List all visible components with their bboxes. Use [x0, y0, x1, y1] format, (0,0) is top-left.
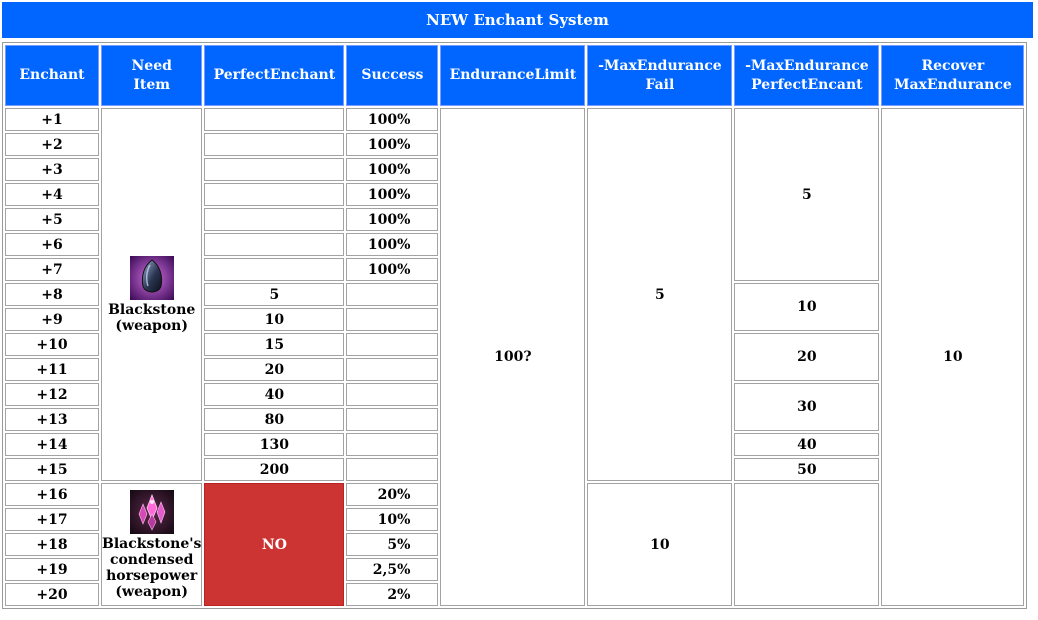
perfect-enchant-value: 130 [204, 433, 344, 456]
header-need-item [101, 45, 202, 106]
maxend-perfect-value: 20 [734, 333, 879, 381]
need-item-blackstone [101, 108, 202, 481]
success-rate [346, 283, 438, 306]
perfect-enchant-value [204, 108, 344, 131]
enchant-level: +13 [5, 408, 99, 431]
success-rate [346, 383, 438, 406]
perfect-enchant-value [204, 133, 344, 156]
success-rate: 100% [346, 208, 438, 231]
enchant-level: +14 [5, 433, 99, 456]
table-row [5, 108, 1024, 131]
header-maxend-fail-line2: Fail [645, 76, 675, 93]
enchant-level: +9 [5, 308, 99, 331]
header-maxend-perfect [734, 45, 879, 106]
success-rate: 10% [346, 508, 438, 531]
maxend-perfect-value [734, 483, 879, 606]
success-rate: 5% [346, 533, 438, 556]
enchant-level: +7 [5, 258, 99, 281]
enchant-level: +4 [5, 183, 99, 206]
maxend-fail-value: 5 [587, 108, 732, 481]
blackstone-gem-icon [130, 256, 174, 300]
header-recover-line1: Recover [921, 57, 985, 74]
success-rate: 20% [346, 483, 438, 506]
header-recover [881, 45, 1024, 106]
perfect-enchant-value: 15 [204, 333, 344, 356]
enchant-level: +5 [5, 208, 99, 231]
header-row [5, 45, 1024, 106]
maxend-fail-value: 10 [587, 483, 732, 606]
enchant-level: +6 [5, 233, 99, 256]
enchant-table [2, 42, 1027, 609]
enchant-level: +11 [5, 358, 99, 381]
enchant-level: +18 [5, 533, 99, 556]
success-rate: 100% [346, 108, 438, 131]
success-rate: 100% [346, 158, 438, 181]
success-rate [346, 408, 438, 431]
success-rate: 100% [346, 258, 438, 281]
perfect-enchant-value: 20 [204, 358, 344, 381]
enchant-level: +2 [5, 133, 99, 156]
success-rate: 100% [346, 133, 438, 156]
success-rate: 2,5% [346, 558, 438, 581]
header-maxend-perfect-line1: -MaxEndurance [745, 57, 869, 74]
endurance-limit-value: 100? [440, 108, 585, 606]
maxend-perfect-value: 50 [734, 458, 879, 481]
success-rate [346, 333, 438, 356]
maxend-perfect-value: 40 [734, 433, 879, 456]
header-recover-line2: MaxEndurance [893, 76, 1012, 93]
perfect-enchant-value [204, 233, 344, 256]
need-item-condensed [101, 483, 202, 606]
success-rate [346, 458, 438, 481]
perfect-enchant-value [204, 208, 344, 231]
item-name-line: (weapon) [115, 317, 188, 334]
header-maxend-fail-line1: -MaxEndurance [598, 57, 722, 74]
enchant-level: +3 [5, 158, 99, 181]
success-rate [346, 433, 438, 456]
item-name-line: (weapon) [115, 583, 188, 600]
condensed-crystal-icon [130, 490, 174, 534]
header-maxend-perfect-line2: PerfectEncant [751, 76, 863, 93]
enchant-level: +17 [5, 508, 99, 531]
enchant-level: +1 [5, 108, 99, 131]
recover-value: 10 [881, 108, 1024, 606]
item-name-line: Blackstone's [102, 535, 202, 552]
success-rate: 2% [346, 583, 438, 606]
item-name-line: horsepower [106, 567, 198, 584]
perfect-enchant-value [204, 258, 344, 281]
maxend-perfect-value: 30 [734, 383, 879, 431]
perfect-enchant-value: 10 [204, 308, 344, 331]
page-title: NEW Enchant System [2, 2, 1033, 38]
header-maxend-fail [587, 45, 732, 106]
enchant-level: +10 [5, 333, 99, 356]
enchant-level: +20 [5, 583, 99, 606]
success-rate [346, 308, 438, 331]
enchant-level: +16 [5, 483, 99, 506]
item-name-line: condensed [109, 551, 194, 568]
success-rate: 100% [346, 183, 438, 206]
perfect-enchant-value: 40 [204, 383, 344, 406]
maxend-perfect-value: 10 [734, 283, 879, 331]
enchant-level: +12 [5, 383, 99, 406]
perfect-enchant-value: 5 [204, 283, 344, 306]
header-endurance-limit: EnduranceLimit [440, 45, 585, 106]
item-name-line: Blackstone [108, 301, 196, 318]
header-need-item-line1: Need [131, 57, 172, 74]
perfect-enchant-value: 200 [204, 458, 344, 481]
enchant-level: +15 [5, 458, 99, 481]
maxend-perfect-value: 5 [734, 108, 879, 281]
enchant-level: +8 [5, 283, 99, 306]
header-need-item-line2: Item [133, 76, 171, 93]
perfect-enchant-value [204, 183, 344, 206]
header-success: Success [346, 45, 438, 106]
perfect-enchant-value [204, 158, 344, 181]
perfect-enchant-no: NO [204, 483, 344, 606]
success-rate [346, 358, 438, 381]
header-perfect-enchant: PerfectEnchant [204, 45, 344, 106]
header-enchant: Enchant [5, 45, 99, 106]
perfect-enchant-value: 80 [204, 408, 344, 431]
success-rate: 100% [346, 233, 438, 256]
enchant-level: +19 [5, 558, 99, 581]
